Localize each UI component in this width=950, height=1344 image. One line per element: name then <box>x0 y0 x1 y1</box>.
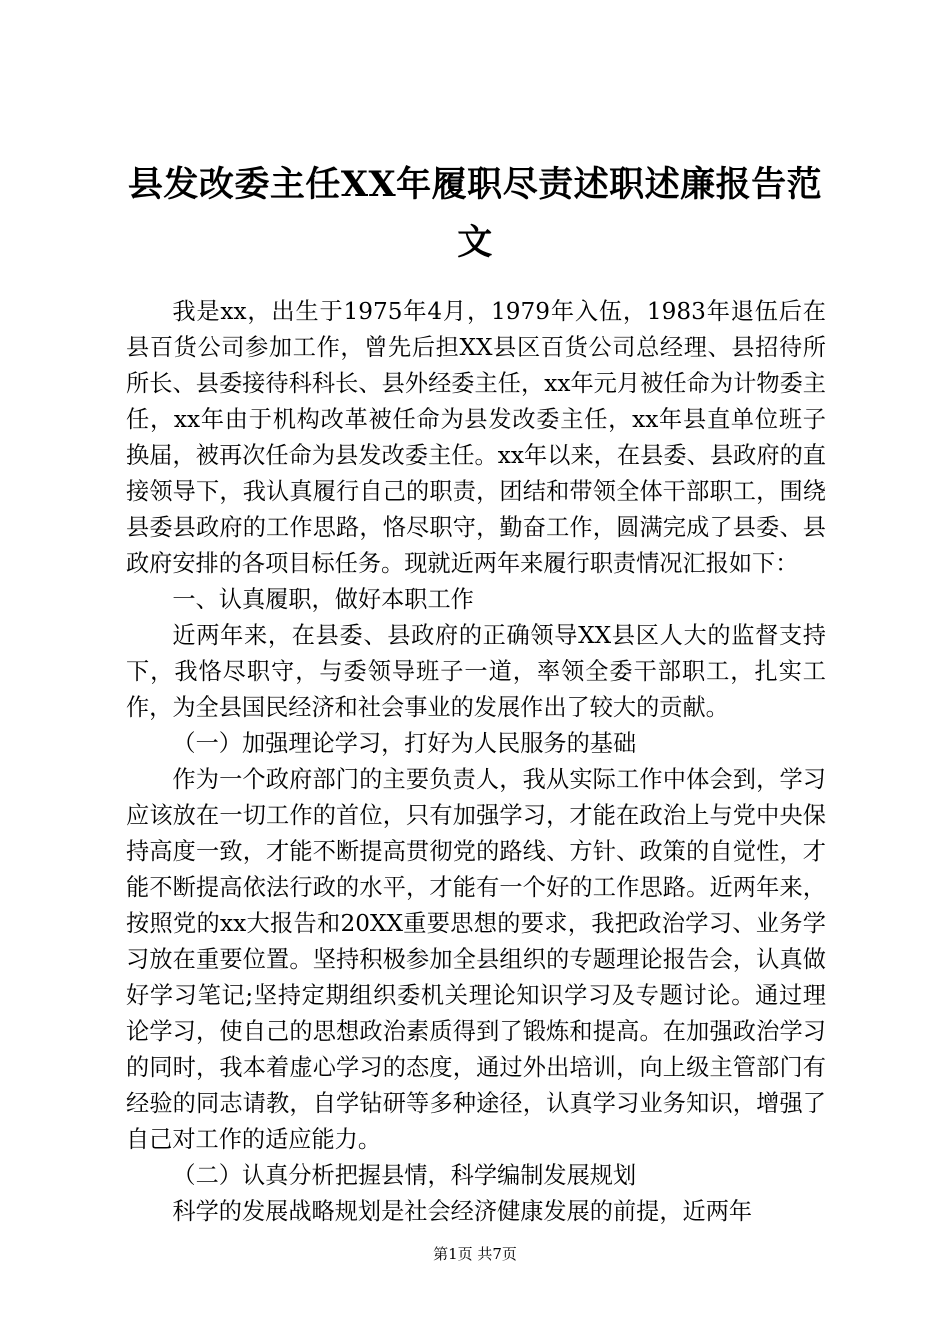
subsection-heading-1: （一）加强理论学习，打好为人民服务的基础 <box>172 730 637 757</box>
document-title: 县发改委主任XX年履职尽责述职述廉报告范文 <box>127 164 823 263</box>
subsection-heading-2: （二）认真分析把握县情，科学编制发展规划 <box>172 1162 637 1189</box>
paragraph-subsection-1: 作为一个政府部门的主要负责人，我从实际工作中体会到，学习应该放在一切工作的首位，只有加强学习，才能在政治上与党中央保持高度一致，才能不断提高贯彻党的路线、方针、政策的自觉性，才能不断提高依法行政的水平，才能有一个好的工作思路。近两年来，按照党的xx大报告和20XX重要思想的要求，我把政治学习、业务学习放在重要位置。坚持积极参加全县组织的专题理论报告会，认真做好学习笔记;坚持定期组织委机关理论知识学习及专题讨论。通过理论学习，使自己的思想政治素质得到了锻炼和提高。在加强政治学习的同时，我本着虚心学习的态度，通过外出培训，向上级主管部门有经验的同志请教，自学钻研等多种途径，认真学习业务知识，增强了自己对工作的适应能力。 <box>126 766 826 1153</box>
paragraph-section-1: 近两年来，在县委、县政府的正确领导XX县区人大的监督支持下，我恪尽职守，与委领导班子一道，率领全委干部职工，扎实工作，为全县国民经济和社会事业的发展作出了较大的贡献。 <box>126 622 826 721</box>
paragraph-intro: 我是xx，出生于1975年4月，1979年入伍，1983年退伍后在县百货公司参加工作，曾先后担XX县区百货公司总经理、县招待所所长、县委接待科科长、县外经委主任，xx年元月被任命为计物委主任，xx年由于机构改革被任命为县发改委主任，xx年县直单位班子换届，被再次任命为县发改委主任。xx年以来，在县委、县政府的直接领导下，我认真履行自己的职责，团结和带领全体干部职工，围绕县委县政府的工作思路，恪尽职守，勤奋工作，圆满完成了县委、县政府安排的各项目标任务。现就近两年来履行职责情况汇报如下： <box>126 298 826 577</box>
paragraph-subsection-2: 科学的发展战略规划是社会经济健康发展的前提，近两年 <box>172 1198 753 1225</box>
page-number-footer: 第1页 共7页 <box>433 1245 517 1263</box>
section-heading-1: 一、认真履职，做好本职工作 <box>172 586 474 613</box>
document-body <box>126 294 826 1230</box>
